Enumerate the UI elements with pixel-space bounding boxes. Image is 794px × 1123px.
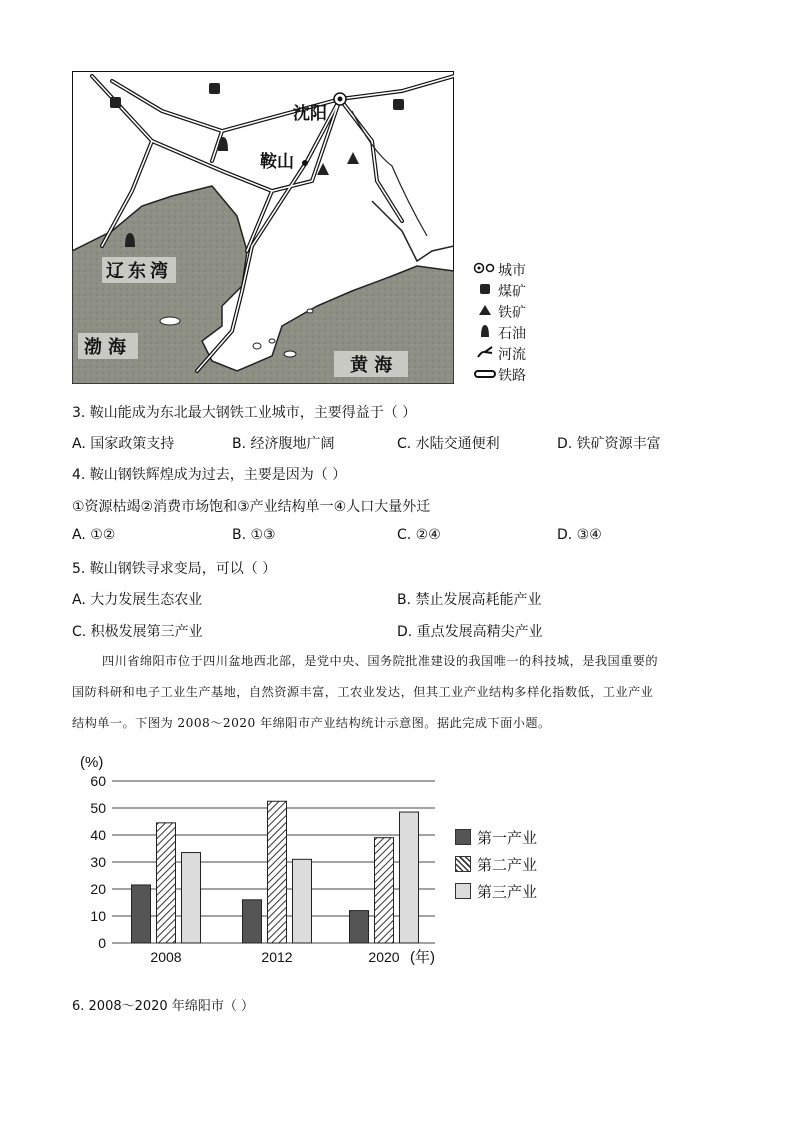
q4-option-c[interactable]: C. ②④ — [397, 527, 441, 543]
bar-2020-1 — [375, 838, 394, 943]
coal-mine-icon — [393, 99, 404, 110]
bar-2008-2 — [182, 853, 201, 943]
map-figure — [72, 71, 454, 384]
q4-option-d[interactable]: D. ③④ — [557, 527, 602, 543]
legend-item-iron — [472, 302, 526, 322]
y-tick-label: 0 — [98, 935, 106, 951]
q5-stem: 5. 鞍山钢铁寻求变局，可以（ ） — [72, 561, 277, 577]
coal-mine-icon — [110, 97, 121, 108]
legend-swatch-tertiary — [455, 883, 471, 899]
legend-item-oil — [472, 323, 526, 343]
legend-item-river — [472, 344, 526, 364]
map-label-bohai: 渤海 — [78, 333, 138, 359]
q3-option-c[interactable]: C. 水陆交通便利 — [397, 436, 500, 452]
x-tick-label: 2012 — [261, 949, 293, 965]
bar-2020-0 — [350, 911, 369, 943]
q3-option-b[interactable]: B. 经济腹地广阔 — [232, 436, 335, 452]
passage-line-3: 结构单一。下图为 2008～2020 年绵阳市产业结构统计示意图。据此完成下面小题。 — [72, 716, 551, 730]
q4-stem: 4. 鞍山钢铁辉煌成为过去，主要是因为（ ） — [72, 467, 347, 483]
y-tick-label: 20 — [90, 881, 106, 897]
q5-option-c[interactable]: C. 积极发展第三产业 — [72, 624, 203, 640]
legend-item-city — [472, 260, 526, 280]
bar-chart — [70, 748, 460, 973]
q5-option-d[interactable]: D. 重点发展高精尖产业 — [397, 624, 543, 640]
legend-item-coal — [472, 281, 526, 301]
map-label-liaodong-bay: 辽东湾 — [102, 257, 176, 283]
legend-label: 铁路 — [498, 368, 526, 384]
coal-mine-icon — [472, 283, 498, 299]
chart-legend-item-tertiary — [455, 882, 537, 900]
q5-option-b[interactable]: B. 禁止发展高耗能产业 — [397, 592, 542, 608]
legend-label: 铁矿 — [498, 305, 526, 321]
x-tick-label: 2008 — [150, 949, 182, 965]
legend-label-secondary: 第二产业 — [477, 855, 538, 874]
river-icon — [472, 345, 498, 363]
y-tick-label: 50 — [90, 800, 106, 816]
city-marker-anshan — [302, 160, 308, 166]
bar-2012-2 — [293, 859, 312, 943]
legend-label: 城市 — [498, 263, 526, 279]
bar-2008-0 — [132, 885, 151, 943]
q6-stem: 6. 2008～2020 年绵阳市（ ） — [72, 999, 254, 1014]
y-tick-label: 40 — [90, 827, 106, 843]
map-label-anshan: 鞍山 — [260, 152, 294, 172]
y-axis-unit: (%) — [80, 754, 104, 771]
y-tick-label: 60 — [90, 773, 106, 789]
legend-label-primary: 第一产业 — [477, 828, 538, 847]
y-tick-label: 30 — [90, 854, 106, 870]
passage-line-2: 国防科研和电子工业生产基地，自然资源丰富，工农业发达，但其工业产业结构多样化指数低，工业产业 — [72, 685, 654, 699]
city-marker-shenyang — [334, 93, 346, 105]
legend-label-tertiary: 第三产业 — [477, 882, 538, 901]
chart-legend-item-secondary — [455, 855, 537, 873]
q3-stem: 3. 鞍山能成为东北最大钢铁工业城市，主要得益于（ ） — [72, 405, 417, 421]
chart-svg — [70, 748, 460, 973]
legend-label: 河流 — [498, 347, 526, 363]
q5-option-a[interactable]: A. 大力发展生态农业 — [72, 592, 203, 608]
x-axis-unit: (年) — [410, 949, 435, 966]
bar-2020-2 — [400, 812, 419, 943]
map-label-yellow-sea: 黄 海 — [334, 351, 408, 377]
map-label-shenyang: 沈阳 — [293, 104, 327, 124]
legend-swatch-secondary — [455, 856, 471, 872]
q4-statements: ①资源枯竭②消费市场饱和③产业结构单一④人口大量外迁 — [72, 499, 431, 515]
bar-2008-1 — [157, 823, 176, 943]
coal-mine-icon — [209, 83, 220, 94]
chart-legend-item-primary — [455, 828, 537, 846]
iron-mine-icon — [472, 304, 498, 320]
legend-item-railway — [472, 365, 526, 385]
q4-option-b[interactable]: B. ①③ — [232, 527, 276, 543]
bar-2012-1 — [268, 801, 287, 943]
city-icon — [472, 262, 498, 278]
q3-option-d[interactable]: D. 铁矿资源丰富 — [557, 436, 661, 452]
q4-option-a[interactable]: A. ①② — [72, 527, 116, 543]
legend-swatch-primary — [455, 829, 471, 845]
passage-line-1: 四川省绵阳市位于四川盆地西北部，是党中央、国务院批准建设的我国唯一的科技城，是我国重要的 — [102, 654, 659, 668]
bar-2012-0 — [243, 900, 262, 943]
q3-option-a[interactable]: A. 国家政策支持 — [72, 436, 175, 452]
railway-icon — [472, 367, 498, 383]
legend-label: 石油 — [498, 326, 526, 342]
x-tick-label: 2020 — [368, 949, 400, 965]
oil-icon — [472, 324, 498, 342]
legend-label: 煤矿 — [498, 284, 526, 300]
y-tick-label: 10 — [90, 908, 106, 924]
